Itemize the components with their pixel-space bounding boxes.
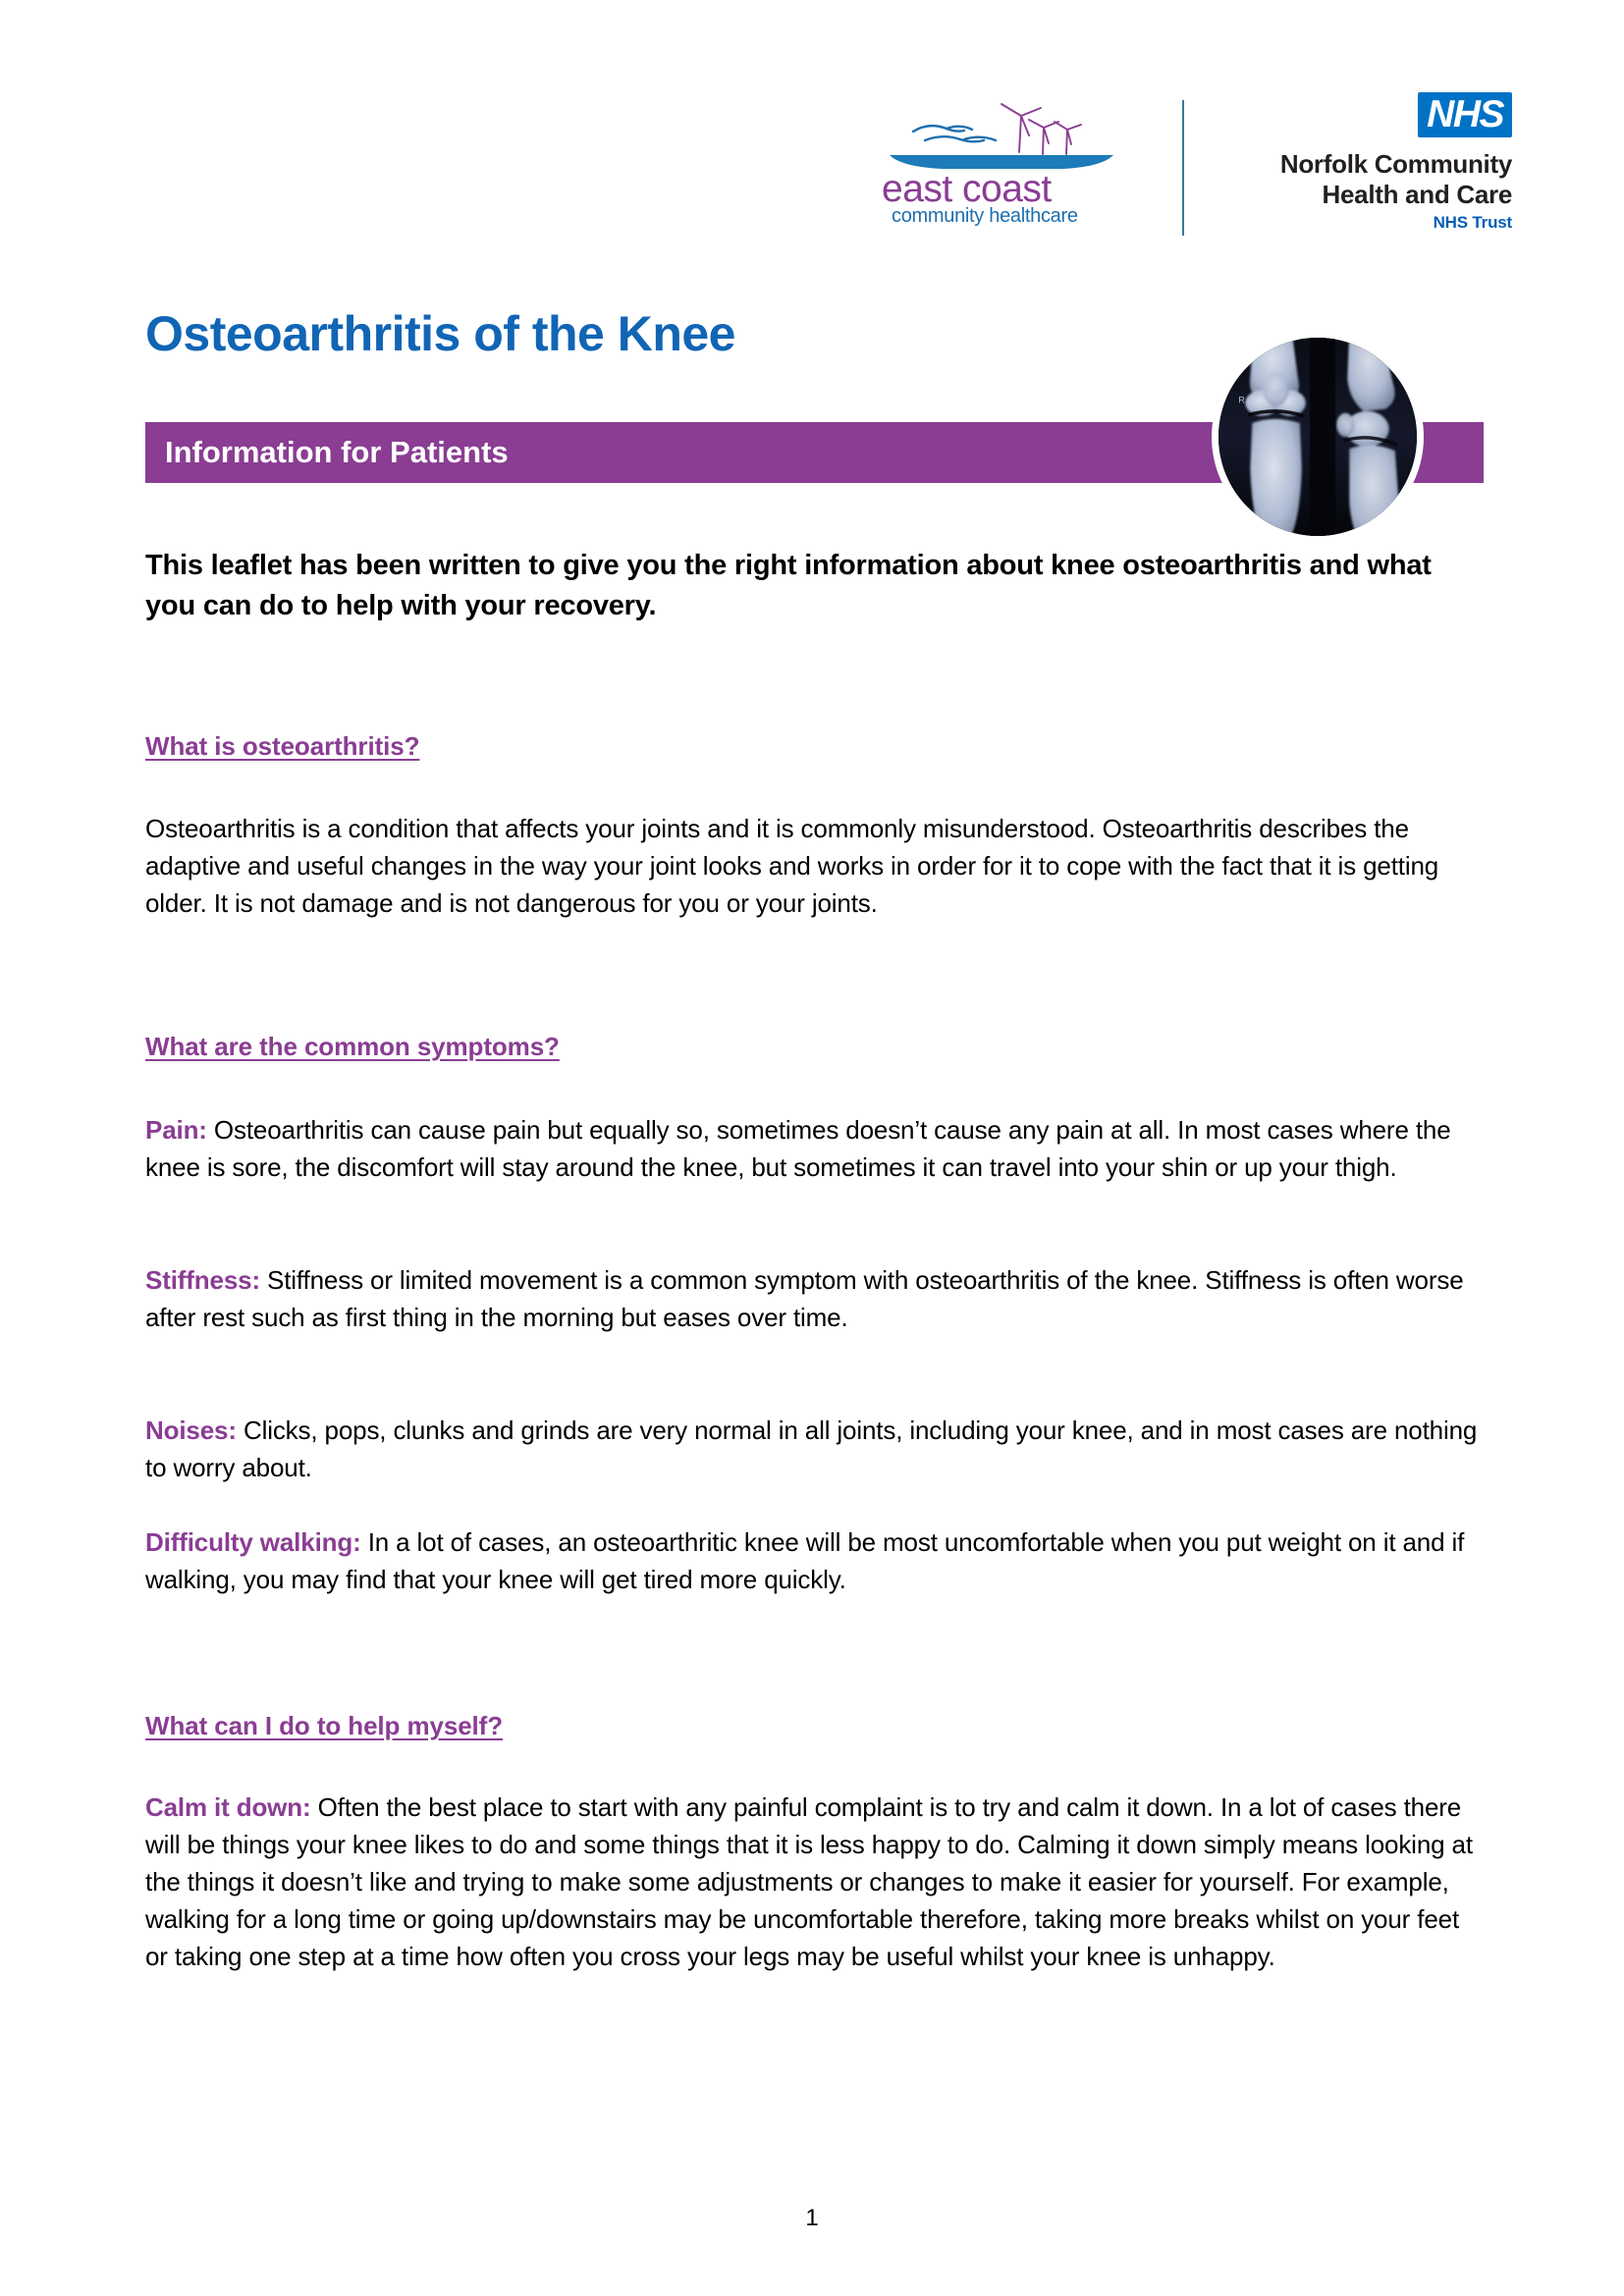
svg-text:R: R bbox=[1238, 395, 1245, 405]
paragraph-lead-calm-it-down: Calm it down: bbox=[145, 1792, 311, 1822]
intro-paragraph: This leaflet has been written to give you the right information about knee osteoarthritis and what you can do to help with your recovery. bbox=[145, 550, 1432, 621]
nhs-trust-name-line1: Norfolk Community bbox=[1279, 149, 1512, 179]
nhs-mark bbox=[1418, 92, 1512, 137]
section-heading-what-is-osteoarthritis: What is osteoarthritis? bbox=[145, 731, 420, 761]
paragraph-lead-difficulty-walking: Difficulty walking: bbox=[145, 1527, 361, 1557]
nhs-trust-label: NHS Trust bbox=[1433, 213, 1512, 232]
paragraph-lead-pain: Pain: bbox=[145, 1115, 207, 1145]
page-title: Osteoarthritis of the Knee bbox=[145, 306, 735, 361]
paragraph-lead-stiffness: Stiffness: bbox=[145, 1265, 260, 1295]
section-heading-common-symptoms: What are the common symptoms? bbox=[145, 1032, 560, 1061]
logo-divider bbox=[1182, 100, 1184, 236]
nhs-mark-text: NHS bbox=[1427, 93, 1503, 135]
paragraph-pain bbox=[145, 1111, 1483, 1186]
paragraph-text-pain: Osteoarthritis can cause pain but equally so, sometimes doesn’t cause any pain at all. In most cases where the knee is sore, the discomfort will stay around the knee, but sometimes it can travel into your shin or up your thigh. bbox=[145, 1115, 1451, 1182]
paragraph-text-calm-it-down: Often the best place to start with any painful complaint is to try and calm it down. In a lot of cases there will be things your knee likes to do and some things that it is less happy to do. Calming it down simply means looking at the things it doesn’t like and trying to make some adjustments or changes to make it easier for yourself. For example, walking for a long time or going up/downstairs may be uncomfortable therefore, taking more breaks whilst on your feet or taking one step at a time how often you cross your legs may be useful whilst your knee is unhappy. bbox=[145, 1792, 1473, 1971]
paragraph-text: Osteoarthritis is a condition that affects your joints and it is commonly misunderstood. Osteoarthritis describes the adaptive and useful changes in the way your joint looks and works in order for it to cope with the fact that it is getting older. It is not damage and is not dangerous for you or your joints. bbox=[145, 814, 1439, 918]
paragraph-stiffness bbox=[145, 1261, 1483, 1336]
paragraph-text-stiffness: Stiffness or limited movement is a common symptom with osteoarthritis of the knee. Stiffness is often worse after rest such as first thing in the morning but eases over time. bbox=[145, 1265, 1464, 1332]
paragraph-what-is-osteoarthritis bbox=[145, 810, 1483, 922]
information-banner-label: Information for Patients bbox=[165, 435, 509, 469]
nhs-trust-name bbox=[1232, 149, 1512, 210]
knee-xray-photo bbox=[1212, 331, 1424, 543]
paragraph-text-difficulty-walking: In a lot of cases, an osteoarthritic knee will be most uncomfortable when you put weight on it and if walking, you may find that your knee will get tired more quickly. bbox=[145, 1527, 1465, 1594]
svg-text:community healthcare: community healthcare bbox=[892, 205, 1078, 226]
nhs-trust-name-line2: Health and Care bbox=[1322, 180, 1512, 209]
section-heading-help-myself: What can I do to help myself? bbox=[145, 1711, 504, 1740]
knee-xray-image bbox=[1218, 338, 1417, 536]
paragraph-text-noises: Clicks, pops, clunks and grinds are very normal in all joints, including your knee, and in most cases are nothing to worry about. bbox=[145, 1415, 1478, 1482]
paragraph-difficulty-walking bbox=[145, 1523, 1483, 1598]
paragraph-calm-it-down bbox=[145, 1789, 1483, 1975]
paragraph-noises bbox=[145, 1412, 1483, 1486]
document-header bbox=[0, 84, 1624, 251]
svg-text:east coast: east coast bbox=[882, 168, 1052, 210]
page-number: 1 bbox=[805, 2205, 819, 2231]
nhs-norfolk-community-health-and-care-logo bbox=[1232, 92, 1512, 238]
east-coast-community-healthcare-logo bbox=[874, 98, 1129, 226]
paragraph-lead-noises: Noises: bbox=[145, 1415, 237, 1445]
